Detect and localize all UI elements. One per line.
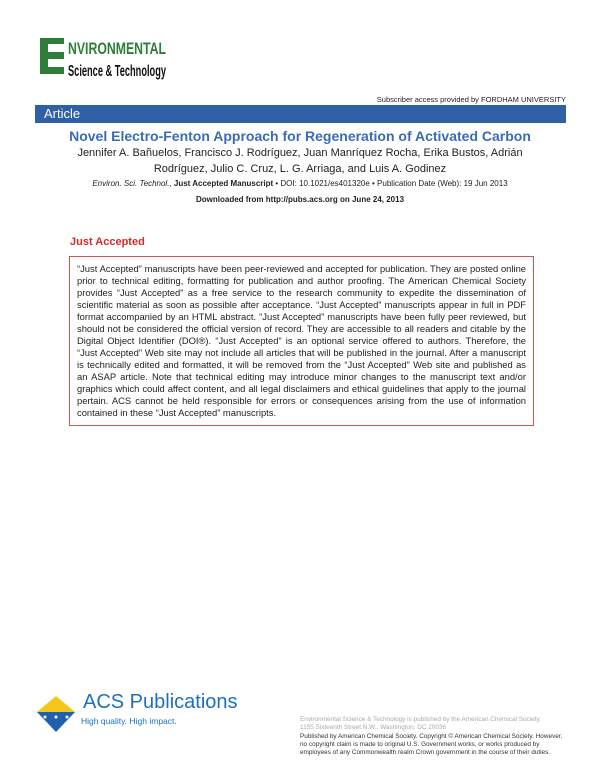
citation-line: Environ. Sci. Technol., Just Accepted Manuscript • DOI: 10.1021/es401320e • Publication Date (Web): 19 Jun 2013	[92, 179, 508, 188]
copyright-notice: Published by American Chemical Society. Copyright © American Chemical Society. However, no copyright claim is made to original U.S. Government works, or works produced by employees of any Commonwealth realm Crown government in the course of their duties.	[300, 732, 563, 757]
journal-name: Environ. Sci. Technol.	[92, 179, 170, 188]
manuscript-status: Just Accepted Manuscript	[173, 179, 274, 188]
acs-tagline: High quality. High impact.	[81, 716, 177, 726]
journal-logo	[38, 34, 168, 86]
svg-text:Science & Technology: Science & Technology	[68, 63, 167, 80]
publisher-line: Environmental Science & Technology is published by the American Chemical Society.	[300, 716, 541, 723]
doi-info: • DOI: 10.1021/es401320e • Publication Date (Web): 19 Jun 2013	[273, 179, 508, 188]
download-note: Downloaded from http://pubs.acs.org on June 24, 2013	[195, 195, 405, 204]
publisher-address: 1155 Sixteenth Street N.W., Washington, DC 20036	[300, 724, 446, 732]
just-accepted-notice: “Just Accepted” manuscripts have been peer-reviewed and accepted for publication. They are posted online prior to technical editing, formatting for publication and author proofing. The American Chemical Society provides “Just Accepted” as a free service to the research community to expedite the dissemination of scientific material as soon as possible after acceptance. “Just Accepted” manuscripts appear in full in PDF format accompanied by an HTML abstract. “Just Accepted” manuscripts have been fully peer reviewed, but should not be considered the official version of record. They are accessible to all readers and citable by the Digital Object Identifier (DOI®). “Just Accepted” is an optional service offered to authors. Therefore, the “Just Accepted” Web site may not include all articles that will be published in the journal. After a manuscript is technically edited and formatted, it will be removed from the “Just Accepted” Web site and published as an ASAP article. Note that technical editing may introduce minor changes to the manuscript text and/or graphics which could affect content, and all legal disclaimers and ethical guidelines that apply to the journal pertain. ACS cannot be held responsible for errors or consequences arising from the use of information contained in these “Just Accepted” manuscripts.	[69, 256, 534, 426]
publisher-footer	[300, 716, 568, 757]
article-authors: Jennifer A. Bañuelos, Francisco J. Rodríguez, Juan Manríquez Rocha, Erika Bustos, Adrián Rodríguez, Julio C. Cruz, L. G. Arriaga, and Luis A. Godinez	[77, 147, 523, 175]
section-bar	[35, 105, 566, 123]
acs-emblem-icon	[35, 692, 77, 734]
subscriber-access-note: Subscriber access provided by FORDHAM UNIVERSITY	[376, 95, 566, 104]
svg-text:NVIRONMENTAL: NVIRONMENTAL	[68, 39, 166, 58]
article-title: Novel Electro-Fenton Approach for Regeneration of Activated Carbon	[69, 128, 531, 144]
section-label: Article	[44, 106, 81, 121]
acs-name: ACS Publications	[83, 691, 238, 713]
just-accepted-heading: Just Accepted	[70, 236, 145, 248]
acs-publications-logo	[35, 690, 238, 735]
